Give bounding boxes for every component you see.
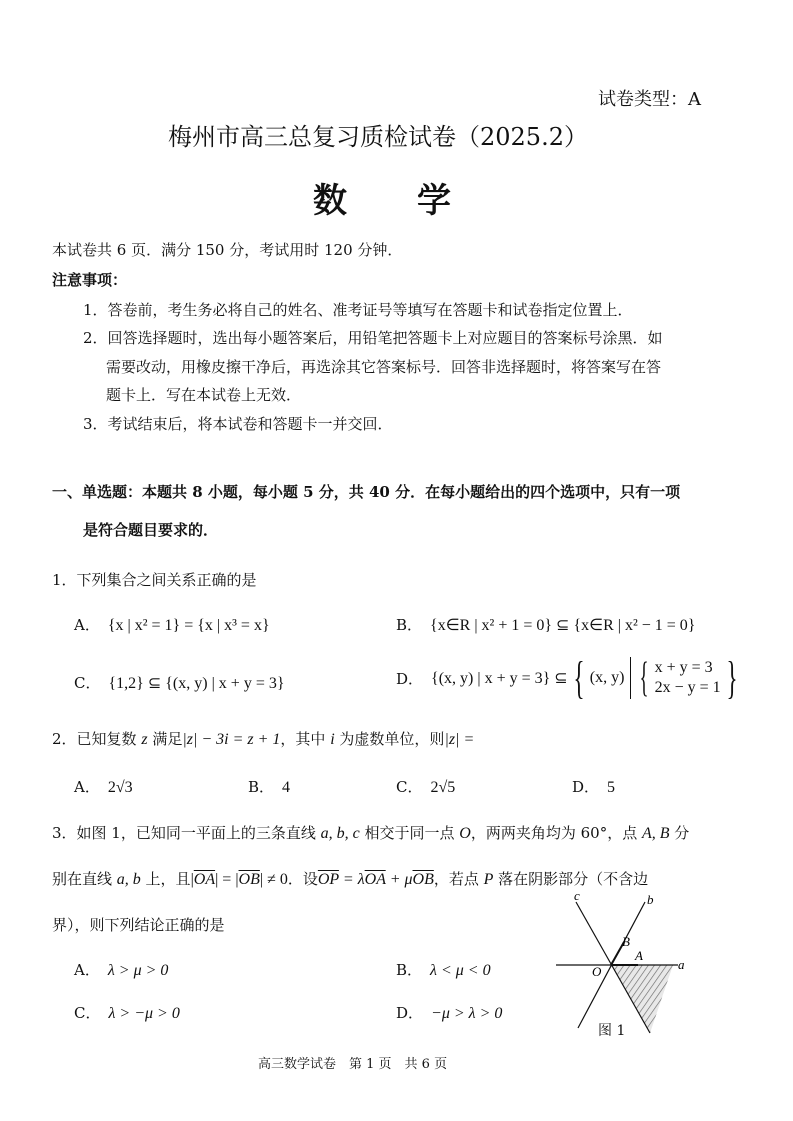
option-content: {x∈R | x² + 1 = 0} ⊆ {x∈R | x² − 1 = 0}	[430, 617, 696, 634]
option-label: B．	[396, 961, 423, 979]
question-1-stem: 1．下列集合之间关系正确的是	[52, 571, 257, 589]
question-3-stem-line-1	[52, 822, 689, 843]
vector-ob: $\overline{OB}$	[412, 871, 434, 888]
option-content: λ > −μ > 0	[108, 1005, 180, 1022]
label-c: c	[574, 890, 580, 903]
lines-ab: a, b	[116, 871, 141, 888]
stem-text: 3．如图 1，已知同一平面上的三条直线	[52, 824, 321, 842]
notice-2-line-3: 题卡上．写在本试卷上无效．	[106, 386, 302, 404]
option-content: 4	[282, 779, 291, 796]
notice-3: 3．考试结束后，将本试卷和答题卡一并交回．	[83, 415, 393, 433]
question-1-option-d	[396, 652, 743, 704]
option-label: D．	[396, 1004, 424, 1022]
plus-mu: + μ	[385, 871, 413, 888]
stem-text: 2．已知复数	[52, 730, 142, 748]
vector-ob: $\overline{OB}$	[238, 871, 260, 888]
question-1-option-b	[396, 614, 695, 635]
question-2-option-c	[396, 776, 455, 797]
stem-text: 为虚数单位，则	[334, 730, 445, 748]
stem-text: ．设	[287, 870, 318, 888]
var-i: i	[330, 731, 335, 748]
stem-text: 落在阴影部分（不含边	[493, 870, 649, 888]
question-3-option-d	[396, 1002, 502, 1023]
option-label: A．	[74, 778, 100, 796]
option-content: −μ > λ > 0	[431, 1005, 503, 1022]
label-b: b	[647, 892, 654, 907]
stem-text: ，若点	[433, 870, 484, 888]
question-2-option-b	[248, 776, 290, 797]
subject-title: 数 学	[313, 181, 469, 221]
page-footer: 高三数学试卷 第 1 页 共 6 页	[258, 1057, 448, 1072]
vector-oa: $\overline{OA}$	[193, 871, 216, 888]
section-1-heading-cont: 是符合题目要求的．	[83, 521, 219, 539]
stem-text: 上，且	[140, 870, 191, 888]
points-ab: A, B	[641, 825, 670, 842]
left-brace: {	[573, 652, 585, 703]
right-brace: }	[726, 652, 738, 703]
question-2-stem	[52, 728, 474, 749]
exam-intro: 本试卷共 6 页．满分 150 分，考试用时 120 分钟．	[52, 241, 403, 259]
question-1-option-a	[74, 614, 270, 635]
notice-1: 1．答卷前，考生务必将自己的姓名、准考证号等填写在答题卡和试卷指定位置上．	[83, 301, 633, 319]
question-3-stem-line-2: 别在直线 a, b 上，且$|\overline{OA}| = |\overline{OB}| \ne 0$．设$\overline{OP} = \lambda\overline{OA} + \mu\overline{OB}$，若点 P 落在阴影部分（不含边	[52, 870, 649, 888]
question-3-option-b	[396, 959, 491, 980]
option-label: C．	[74, 674, 101, 692]
condition-expr: |z| − 3i = z + 1	[182, 731, 281, 748]
option-label: A．	[74, 961, 100, 979]
notice-2-line-1: 2．回答选择题时，选出每小题答案后，用铅笔把答题卡上对应题目的答案标号涂黑．如	[83, 329, 663, 347]
option-label: B．	[248, 778, 275, 796]
option-content: 2√5	[430, 779, 456, 796]
eq-lambda: = λ	[338, 871, 365, 888]
lines-abc: a, b, c	[320, 825, 360, 842]
system-brace: {	[640, 655, 650, 701]
option-label: B．	[396, 616, 423, 634]
option-content: {x | x² = 1} = {x | x³ = x}	[107, 617, 270, 634]
stem-text: 分	[669, 824, 690, 842]
question-2-option-a	[74, 776, 133, 797]
label-b-point: B	[622, 934, 630, 949]
section-1-heading: 一、单选题：本题共 8 小题，每小题 5 分，共 40 分．在每小题给出的四个选项中，只有一项	[52, 483, 681, 501]
option-label: D．	[572, 778, 600, 796]
point-p: P	[483, 871, 494, 888]
ask-expr: |z| =	[444, 731, 475, 748]
stem-text: 满足	[147, 730, 183, 748]
figure-1-caption: 图 1	[598, 1023, 626, 1039]
stem-text: ，其中	[280, 730, 331, 748]
question-3-option-a	[74, 959, 168, 980]
var-z: z	[141, 731, 148, 748]
label-a-point: A	[635, 948, 643, 963]
option-content: λ < μ < 0	[430, 962, 491, 979]
option-content: 5	[607, 779, 616, 796]
option-label: D．	[396, 669, 424, 688]
notice-heading: 注意事项：	[52, 271, 128, 289]
option-label: A．	[74, 616, 100, 634]
vector-op: $\overline{OP}$	[317, 871, 339, 888]
question-3-option-c	[74, 1002, 180, 1023]
option-label: C．	[74, 1004, 101, 1022]
stem-text: 别在直线	[52, 870, 117, 888]
point-o: O	[459, 825, 471, 842]
system-bracket	[630, 657, 720, 699]
stem-text: 相交于同一点	[359, 824, 460, 842]
option-content: 2√3	[107, 779, 133, 796]
option-content: λ > μ > 0	[107, 962, 169, 979]
system-eq-2: 2x − y = 1	[654, 679, 721, 696]
notice-2-line-2: 需要改动，用橡皮擦干净后，再选涂其它答案标号．回答非选择题时，将答案写在答	[106, 358, 662, 376]
system-eq-1: x + y = 3	[654, 659, 713, 676]
pair-xy: (x, y)	[589, 669, 625, 686]
option-content: {(x, y) | x + y = 3} ⊆	[431, 670, 568, 687]
label-a: a	[678, 957, 685, 972]
option-label: C．	[396, 778, 423, 796]
vector-oa: $\overline{OA}$	[364, 871, 386, 888]
option-content: {1,2} ⊆ {(x, y) | x + y = 3}	[108, 675, 285, 692]
label-o: O	[592, 964, 602, 979]
paper-type: 试卷类型：A	[598, 89, 701, 110]
question-2-option-d	[572, 776, 615, 797]
exam-title: 梅州市高三总复习质检试卷（2025.2）	[168, 123, 588, 151]
stem-text: ，两两夹角均为 60°，点	[470, 824, 642, 842]
question-3-stem-line-3: 界），则下列结论正确的是	[52, 916, 225, 934]
question-1-option-c	[74, 672, 285, 693]
